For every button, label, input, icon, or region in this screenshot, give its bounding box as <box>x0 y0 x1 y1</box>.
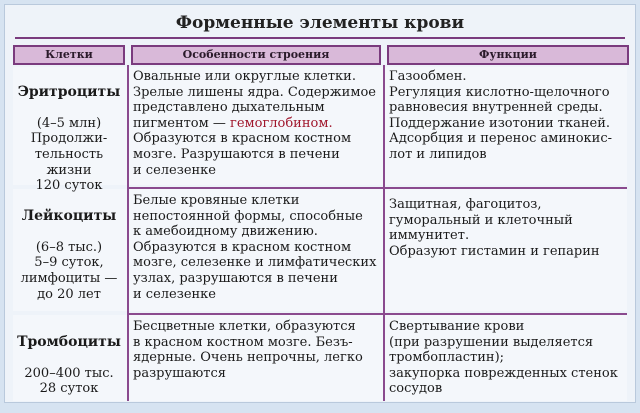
cell-name: Тромбоциты <box>17 333 121 350</box>
column-divider-2 <box>383 65 385 401</box>
cell-name: Лейкоциты <box>21 207 117 224</box>
cell-meta: (4–5 млн) Продолжи- тельность жизни 120 суток <box>30 115 108 194</box>
cell-functions: Газообмен. Регуляция кислотно-щелочного равновесия внутренней среды. Поддержание изотонии тканей. Адсорбция и перенос аминокис- лот и липидов <box>389 69 613 162</box>
table-row <box>13 319 125 413</box>
structure-text-rest: Образуются в красном костном мозге. Разрушаются в печени и селезенке <box>133 131 352 178</box>
row-divider-1 <box>127 187 627 189</box>
hemoglobin-term: гемоглобином. <box>230 115 333 131</box>
table-page <box>4 4 636 403</box>
cell-structure <box>133 69 381 178</box>
cell-functions: Свертывание крови (при разрушении выделяется тромбопластин); закупорка поврежденных стенок сосудов <box>389 319 618 397</box>
cell-structure: Белые кровяные клетки непостоянной формы, способные к амебоидному движению. Образуются в красном костном мозге, селезенке и лимфатических узлах, разрушаются в печени и селезенке <box>133 193 377 302</box>
table-row <box>13 193 125 318</box>
structure-text: Овальные или округлые клетки. Зрелые лишены ядра. Содержимое представлено дыхательным пигментом — <box>133 69 376 131</box>
table-row <box>13 69 125 209</box>
row-divider-2 <box>127 313 627 315</box>
cell-meta: 200–400 тыс. 28 суток <box>24 365 114 397</box>
page-title: Форменные элементы крови <box>175 13 465 33</box>
header-cells: Клетки <box>13 45 125 65</box>
title-rule <box>15 37 625 39</box>
header-functions: Функции <box>387 45 629 65</box>
header-structure: Особенности строения <box>131 45 381 65</box>
cell-functions: Защитная, фагоцитоз, гуморальный и клеточный иммунитет. Образуют гистамин и гепарин <box>389 197 600 259</box>
column-divider-1 <box>127 65 129 401</box>
cell-name: Эритроциты <box>17 83 121 100</box>
cell-meta: (6–8 тыс.) 5–9 суток, лимфоциты — до 20 лет <box>20 239 118 302</box>
cell-structure: Бесцветные клетки, образуются в красном костном мозге. Безъ- ядерные. Очень непрочны, легко разрушаются <box>133 319 363 381</box>
